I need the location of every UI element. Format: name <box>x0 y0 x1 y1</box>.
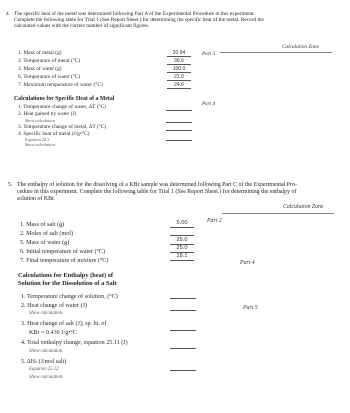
q5-calc-5-equation: Equation 25.12 <box>29 367 59 372</box>
q5-part-2-label: Part 2 <box>207 218 222 224</box>
q5-calc-2-answer-blank[interactable] <box>170 310 196 311</box>
q5-item-3-label: 5. Mass of water (g) <box>20 240 70 246</box>
q5-item-1-label: 1. Mass of salt (g) <box>20 222 65 228</box>
q5-prompt-line-3: solution of KBr. <box>17 196 56 202</box>
q5-item-1-value[interactable]: 5.00 <box>170 220 194 228</box>
q5-item-5-value[interactable]: 18.1 <box>170 253 194 261</box>
q4-calc-2-instruction: Show calculation. <box>25 118 56 123</box>
q5-calculations-heading-line-1: Calculations for Enthalpy (heat) of <box>18 272 114 279</box>
q4-calc-4-label: 4. Specific heat of metal (J/g•°C) <box>18 131 90 137</box>
q5-item-2-label: 2. Moles of salt (mol) <box>20 231 73 237</box>
q5-calc-4-label: 4. Total enthalpy change, equation 25.11 (J) <box>21 340 128 346</box>
q5-part-5-label: Part 5 <box>243 305 258 311</box>
q5-calc-5-instruction: Show calculation. <box>29 375 64 380</box>
q4-prompt-line-3: calculated values with the correct number of significant figures. <box>14 23 150 29</box>
q4-item-1-label: 1. Mass of metal (g) <box>18 50 62 56</box>
q5-part-4-label: Part 4 <box>240 260 255 266</box>
q4-item-5-label: 7. Maximum temperature of water (°C) <box>18 82 103 88</box>
q4-calc-2-label: 2. Heat gained by water (J) <box>18 111 77 117</box>
q5-prompt-line-1: The enthalpy of solution for the dissolving of a KBr sample was determined following Part C of the Experimental Pro- <box>17 182 297 188</box>
q4-item-2-value[interactable]: 99.6 <box>167 58 191 65</box>
q5-calculation-zone-rule <box>222 213 334 214</box>
q4-prompt-line-2: Complete the following table for Trial 1 (See Report Sheet.) for determining the specific heat of the metal. Record the <box>14 17 264 23</box>
q5-calc-2-label: 2. Heat change of water (J) <box>21 303 87 309</box>
q5-calc-5-label: 5. ΔHₛ (J/mol salt) <box>21 359 67 365</box>
q5-item-3-value[interactable]: 25.0 <box>170 237 194 245</box>
q4-calculation-zone-rule <box>220 52 332 53</box>
q4-number: 4. <box>6 11 10 17</box>
q5-calc-3-label-line-2: KBr = 0.439 J/g•°C <box>29 330 77 336</box>
q4-part-4-label: Part 4 <box>202 101 216 107</box>
q4-calc-1-answer-blank[interactable] <box>166 110 192 111</box>
q5-calc-3-label-line-1: 3. Heat change of salt (J); sp. ht. of <box>21 321 107 327</box>
q4-item-5-value[interactable]: 24.6 <box>167 82 191 89</box>
q4-prompt-line-1: The specific heat of the metal was determined following Part A of the Experimental Procedure in this experiment. <box>14 11 255 17</box>
q5-item-4-value[interactable]: 25.0 <box>170 245 194 253</box>
q5-item-5-label: 7. Final temperature of mixture (°C) <box>20 258 109 264</box>
q5-prompt-line-2: cedure in this experiment. Complete the following table for Trial 1 (See Report Sheet.) for determining the enthalpy of <box>17 189 297 195</box>
q4-calculations-heading: Calculations for Specific Heat of a Metal <box>14 96 115 102</box>
q5-item-4-label: 6. Initial temperature of water (°C) <box>20 249 106 255</box>
q4-calc-2-answer-blank[interactable] <box>166 122 192 123</box>
q4-part-3-label: Part 3 <box>202 51 216 57</box>
q4-item-3-value[interactable]: 100.0 <box>167 66 191 73</box>
q5-calculation-zone-label: Calculation Zone <box>283 204 324 210</box>
q5-calc-3-answer-blank[interactable] <box>170 330 196 331</box>
q4-calc-4-equation: Equation 25.5 <box>25 137 50 142</box>
q5-calc-5-answer-blank[interactable] <box>170 370 196 371</box>
q4-calc-4-instruction: Show calculation. <box>25 142 56 147</box>
q5-item-2-value[interactable] <box>170 228 194 236</box>
q5-calc-1-answer-blank[interactable] <box>170 298 196 299</box>
q4-calc-1-label: 1. Temperature change of water, ΔT (°C) <box>18 104 107 110</box>
q4-item-3-label: 3. Mass of water (g) <box>18 66 62 72</box>
q4-item-1-value[interactable]: 20.94 <box>167 50 191 57</box>
q4-calc-3-answer-blank[interactable] <box>166 130 192 131</box>
q5-calc-1-label: 1. Temperature change of solution, (°C) <box>21 294 118 300</box>
q4-item-2-label: 2. Temperature of metal (°C) <box>18 58 81 64</box>
q5-number: 5. <box>8 182 13 188</box>
q4-calc-3-label: 3. Temperature change of metal, ΔT (°C) <box>18 124 107 130</box>
q4-calc-4-answer-blank[interactable] <box>166 140 192 141</box>
q4-item-4-value[interactable]: 22.0 <box>167 74 191 81</box>
q4-calculation-zone-label: Calculation Zone <box>282 44 319 50</box>
q5-calculations-heading-line-2: Solution for the Dissolution of a Salt <box>18 280 117 287</box>
q5-calc-4-answer-blank[interactable] <box>170 348 196 349</box>
q5-calc-4-instruction: Show calculation. <box>29 349 64 354</box>
q5-calc-2-instruction: Show calculation. <box>29 311 64 316</box>
q4-item-4-label: 6. Temperature of water (°C) <box>18 74 81 80</box>
